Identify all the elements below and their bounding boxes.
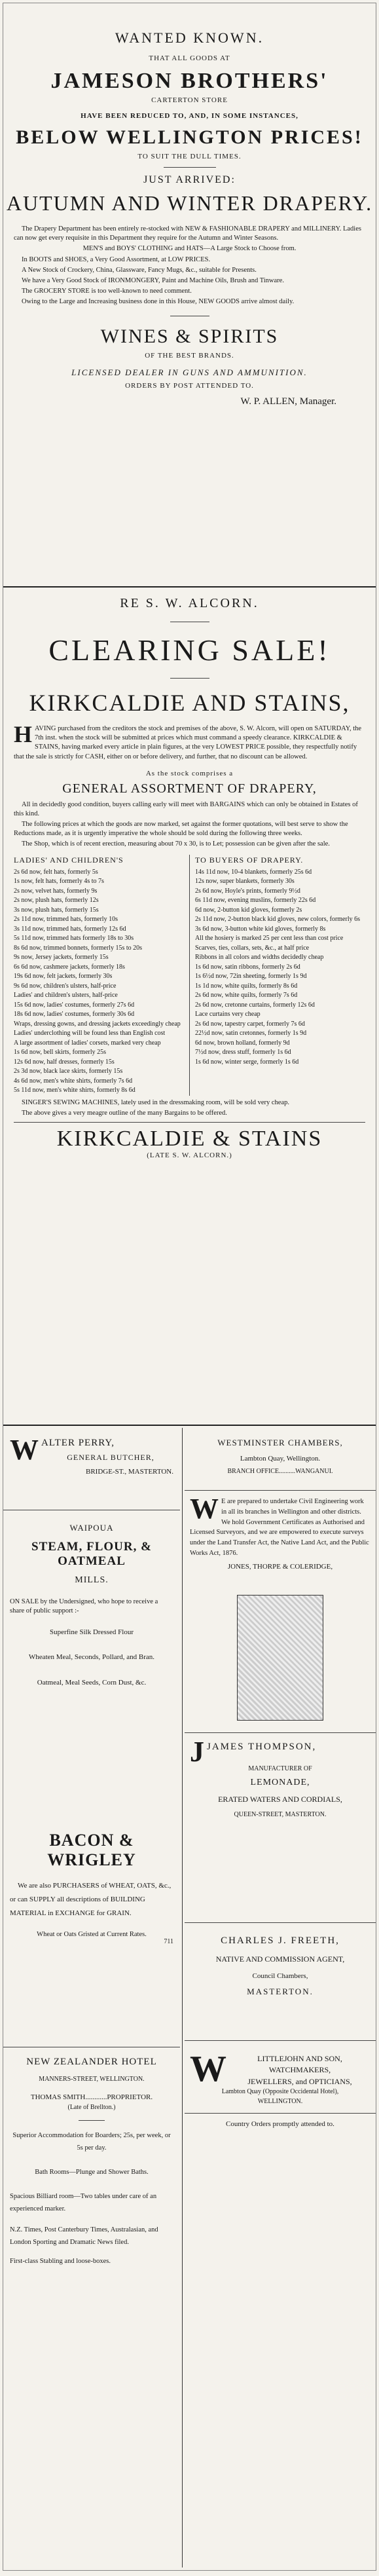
freeth-agent: NATIVE AND COMMISSION AGENT,: [215, 1954, 345, 1964]
price-item: 1s now, felt hats, formerly 4s to 7s: [14, 878, 104, 886]
price-item: Lace curtains very cheap: [195, 1011, 261, 1018]
perry-name: ALTER PERRY,: [41, 1438, 115, 1448]
perry-addr: BRIDGE-ST., MASTERTON.: [86, 1468, 173, 1476]
dropcap-w2: W: [190, 1493, 219, 1525]
dropcap-j: J: [190, 1736, 204, 1768]
bacon-num: 711: [164, 1937, 173, 1945]
price-item: 3s 11d now, trimmed hats, formerly 12s 6d: [14, 925, 126, 933]
price-item: All the hosiery is marked 25 per cent less than cost price: [195, 935, 344, 943]
singer-block: [3, 1098, 376, 1118]
clearing-sale: CLEARING SALE!: [48, 633, 331, 667]
all-in-good: All in decidedly good condition, buyers calling early will meet with BARGAINS which can only be obtained in Estates of this kind.: [14, 800, 358, 817]
price-item: 12s 6d now, half dresses, formerly 15s: [14, 1058, 115, 1066]
shop-to-let: The Shop, which is of recent erection, measuring about 70 x 30, is to Let; possession can be given after the sale.: [22, 840, 330, 848]
re-alcorn: RE S. W. ALCORN.: [120, 596, 259, 610]
littlejohn-line4: Lambton Quay (Opposite Occidental Hotel),: [221, 2088, 339, 2096]
littlejohn-ad: [185, 2049, 376, 2129]
price-item: Ribbons in all colors and widths decidedly cheap: [195, 954, 324, 961]
kirkcaldie-footer: KIRKCALDIE & STAINS: [56, 1127, 323, 1151]
thompson-aerated: ERATED WATERS AND CORDIALS,: [218, 1795, 342, 1804]
kirkcaldie-heading: KIRKCALDIE AND STAINS,: [29, 690, 350, 716]
licensed-dealer: LICENSED DEALER IN GUNS AND AMMUNITION.: [71, 367, 308, 378]
wanted-known-ad: [3, 29, 376, 407]
reduced-line: HAVE BEEN REDUCED TO, AND, IN SOME INSTANCES,: [81, 112, 298, 120]
waipoua-title: WAIPOUA: [69, 1523, 114, 1533]
price-item: 1s 6d now, bell skirts, formerly 25s: [14, 1049, 107, 1056]
drapery-heading: TO BUYERS OF DRAPERY.: [195, 855, 304, 865]
wanted-p5: We have a Very Good Stock of IRONMONGERY, Paint and Machine Oils, Brush and Tinware.: [22, 276, 284, 284]
perry-trade: GENERAL BUTCHER,: [67, 1453, 154, 1462]
price-item: 1s 6½d now, 72in sheeting, formerly 1s 9d: [195, 973, 307, 980]
nzhotel-billiard: Spacious Billiard room—Two tables under care of an experienced marker.: [10, 2192, 157, 2212]
waipoua-line1: STEAM, FLOUR, & OATMEAL: [31, 1540, 152, 1568]
price-item: 2s now, velvet hats, formerly 9s: [14, 887, 98, 895]
product-item: Wheaten Meal, Seconds, Pollard, and Bran.: [28, 1653, 155, 1662]
singer-sewing: SINGER'S SEWING MACHINES, lately used in the dressmaking room, will be sold very cheap.: [22, 1098, 290, 1106]
newspaper-page: [3, 3, 376, 2571]
price-item: 1s 1d now, white quilts, formerly 8s 6d: [195, 982, 298, 990]
price-columns: [3, 855, 376, 1096]
price-item: 3s now, plush hats, formerly 15s: [14, 906, 99, 914]
price-item: 2s 3d now, black lace skirts, formerly 15s: [14, 1068, 123, 1075]
below-wellington: BELOW WELLINGTON PRICES!: [16, 126, 363, 148]
littlejohn-line2: WATCHMAKERS,: [268, 2065, 331, 2075]
nzhotel-prop: THOMAS SMITH............PROPRIETOR.: [30, 2093, 153, 2101]
just-arrived: JUST ARRIVED:: [143, 174, 236, 185]
price-item: 6s 11d now, evening muslins, formerly 22s 6d: [195, 897, 316, 905]
price-item: 2s 6d now, white quilts, formerly 7s 6d: [195, 992, 298, 999]
westminster-branch: BRANCH OFFICE..........WANGANUI.: [227, 1468, 333, 1475]
price-item: 9s now, Jersey jackets, formerly 15s: [14, 954, 109, 961]
price-item: 15s 6d now, ladies' costumes, formerly 27s 6d: [14, 1001, 135, 1009]
alcorn-intro: [3, 721, 376, 762]
wanted-sub: THAT ALL GOODS AT: [149, 54, 230, 62]
price-item: 6d now, brown holland, formerly 9d: [195, 1039, 290, 1047]
nz-hotel-ad: [3, 2057, 180, 2268]
price-item: 2s 11d now, 2-button black kid gloves, new colors, formerly 6s: [195, 916, 360, 924]
wanted-p3: In BOOTS and SHOES, a Very Good Assortment, at LOW PRICES.: [22, 255, 211, 263]
jones-thorpe-ad: [185, 1493, 376, 1571]
price-item: 3s 6d now, 3-button white kid gloves, formerly 8s: [195, 925, 326, 933]
thompson-ad: [185, 1736, 376, 1818]
carterton-store: CARTERTON STORE: [151, 96, 228, 104]
dropcap-w: W: [10, 1434, 39, 1466]
westminster-addr: Lambton Quay, Wellington.: [240, 1455, 321, 1463]
as-stock: As the stock comprises a: [145, 769, 234, 777]
wines-sub: OF THE BEST BRANDS.: [145, 352, 234, 360]
aerated-water-machine-image: [237, 1595, 323, 1721]
price-item: 9s 6d now, children's ulsters, half-price: [14, 982, 117, 990]
price-item: 22½d now, satin cretonnes, formerly 1s 9d: [195, 1030, 307, 1037]
price-item: A large assortment of ladies' corsets, marked very cheap: [14, 1039, 161, 1047]
littlejohn-line1: LITTLEJOHN AND SON,: [257, 2054, 342, 2063]
price-item: 14s 11d now, 10-4 blankets, formerly 25s 6d: [195, 868, 312, 876]
price-item: 2s 6d now, cretonne curtains, formerly 12s 6d: [195, 1001, 315, 1009]
wanted-p2: MEN'S and BOYS' CLOTHING and HATS—A Large Stock to Choose from.: [82, 245, 297, 253]
price-item: 6s 6d now, cashmere jackets, formerly 18s: [14, 963, 125, 971]
alcorn-intro-text: AVING purchased from the creditors the stock and premises of the above, S. W. Alcorn, will open on SATURDAY, the 7th inst. when the stock will be submitted at prices which must command a speedy clearance. KIRKCALDIE & STAINS, having marked every article in plain figures, at the very LOWEST PRICE possible, they respectfully notify that the sale is strictly for CASH, either on or before delivery, and further, that no discount can be allowed.: [14, 725, 362, 760]
bacon-gristed: Wheat or Oats Gristed at Current Rates.: [37, 1930, 147, 1938]
price-item: 5s 11d now, trimmed hats formerly 18s to 30s: [14, 935, 134, 943]
price-item: 5s 11d now, men's white shirts, formerly 8s 6d: [14, 1087, 135, 1094]
price-item: 2s 6d now, tapestry carpet, formerly 7s 6d: [195, 1020, 305, 1028]
general-assortment: GENERAL ASSORTMENT OF DRAPERY,: [62, 781, 317, 796]
price-item: 6d now, 2-button kid gloves, formerly 2s: [195, 906, 302, 914]
waipoua-products: [3, 1624, 180, 1690]
wanted-p4: A New Stock of Crockery, China, Glassware, Fancy Mugs, &c., suitable for Presents.: [22, 266, 257, 274]
machine-illustration: [185, 1595, 376, 1724]
walter-perry-ad: [3, 1434, 180, 1476]
price-item: 12s now, super blankets, formerly 30s: [195, 878, 295, 886]
price-item: Ladies' underclothing will be found less than English cost: [14, 1030, 166, 1037]
jones-firm: JONES, THORPE & COLERIDGE,: [227, 1562, 333, 1571]
freeth-ad: [185, 1935, 376, 1997]
nzhotel-addr: MANNERS-STREET, WELLINGTON.: [39, 2076, 145, 2083]
orders-by-post: ORDERS BY POST ATTENDED TO.: [125, 382, 254, 390]
price-item: 2s 6d now, felt hats, formerly 5s: [14, 868, 98, 876]
price-item: 18s 6d now, ladies' costumes, formerly 30s 6d: [14, 1011, 135, 1018]
littlejohn-line3: JEWELLERS, and OPTICIANS,: [247, 2076, 352, 2086]
bacon-text: We are also PURCHASERS of WHEAT, OATS, &c., or can SUPPLY all descriptions of BUILDING MATERIAL in EXCHANGE for GRAIN.: [10, 1882, 171, 1917]
nzhotel-late: (Late of Brellton.): [67, 2104, 116, 2111]
waipoua-mills-ad: [3, 1523, 180, 1690]
westminster-ad: [185, 1438, 376, 1475]
autumn-winter-drapery: AUTUMN AND WINTER DRAPERY.: [6, 191, 373, 215]
ladies-items: [14, 868, 184, 1096]
nzhotel-bath: Bath Rooms—Plunge and Shower Baths.: [35, 2168, 149, 2176]
jameson-firm: JAMESON BROTHERS': [50, 69, 329, 93]
suit-dull-times: TO SUIT THE DULL TIMES.: [137, 153, 242, 160]
wanted-p1: The Drapery Department has been entirely re-stocked with NEW & FASHIONABLE DRAPERY and MILLINERY. Ladies can now get every requisite in this Department they require for the Autumn and Winter Seasons.: [14, 225, 361, 242]
ladies-heading: LADIES' AND CHILDREN'S: [14, 855, 124, 865]
nzhotel-accom: Superior Accommodation for Boarders; 25s, per week, or 5s per day.: [12, 2132, 171, 2152]
price-item: Wraps, dressing gowns, and dressing jackets exceedingly cheap: [14, 1020, 181, 1028]
thompson-lemonade: LEMONADE,: [250, 1778, 310, 1787]
wanted-title: WANTED KNOWN.: [115, 29, 264, 46]
wanted-p7: Owing to the Large and Increasing business done in this House, NEW GOODS arrive almost daily.: [22, 298, 295, 306]
wines-spirits: WINES & SPIRITS: [100, 326, 279, 348]
price-item: 2s now, plush hats, formerly 12s: [14, 897, 99, 905]
price-item: 8s 6d now, trimmed bonnets, formerly 15s to 20s: [14, 944, 143, 952]
following-prices: The following prices at which the goods are now marked, set against the former quotations, will best serve to show the Reductions made, as it is urgently imperative the whole should be sold during the following three weeks.: [14, 821, 348, 838]
drapery-column: [190, 855, 365, 1096]
bacon-wrigley-ad: [3, 1831, 180, 1945]
product-item: Oatmeal, Meal Seeds, Corn Dust, &c.: [37, 1678, 147, 1687]
waipoua-mills: MILLS.: [75, 1575, 109, 1585]
price-item: 2s 6d now, Hoyle's prints, formerly 9½d: [195, 887, 300, 895]
price-item: 4s 6d now, men's white shirts, formerly 7s 6d: [14, 1077, 133, 1085]
meagre-outline: The above gives a very meagre outline of the many Bargains to be offered.: [22, 1109, 227, 1117]
price-item: Ladies' and children's ulsters, half-price: [14, 992, 118, 999]
price-item: 1s 6d now, winter serge, formerly 1s 6d: [195, 1058, 299, 1066]
ladies-column: [14, 855, 190, 1096]
price-item: 2s 11d now, trimmed hats, formerly 10s: [14, 916, 118, 924]
wanted-p6: The GROCERY STORE is too well-known to need comment.: [22, 288, 192, 295]
late-alcorn: (LATE S. W. ALCORN.): [147, 1151, 232, 1160]
freeth-council: Council Chambers,: [252, 1972, 308, 1980]
alcorn-body: [3, 800, 376, 849]
wanted-body: [3, 225, 376, 307]
price-item: 7½d now, dress stuff, formerly 1s 6d: [195, 1049, 291, 1056]
nzhotel-title: NEW ZEALANDER HOTEL: [26, 2057, 157, 2067]
littlejohn-country: Country Orders promptly attended to.: [226, 2120, 334, 2129]
manager-signature: W. P. ALLEN, Manager.: [240, 396, 336, 407]
price-item: 1s 6d now, satin ribbons, formerly 2s 6d: [195, 963, 300, 971]
alcorn-clearing-sale-ad: [3, 596, 376, 1159]
nzhotel-stabling: First-class Stabling and loose-boxes.: [10, 2258, 111, 2266]
thompson-addr: QUEEN-STREET, MASTERTON.: [234, 1811, 327, 1818]
freeth-name: CHARLES J. FREETH,: [221, 1935, 340, 1946]
dropcap-w3: W: [190, 2049, 226, 2089]
dropcap-h: H: [14, 721, 33, 747]
price-item: 19s 6d now, felt jackets, formerly 30s: [14, 973, 113, 980]
freeth-town: MASTERTON.: [247, 1987, 314, 1996]
westminster-title: WESTMINSTER CHAMBERS,: [217, 1438, 343, 1447]
littlejohn-line5: WELLINGTON.: [257, 2097, 303, 2105]
nzhotel-body: [3, 2130, 180, 2268]
jones-text: E are prepared to undertake Civil Engineering work in all its branches in Wellington and other districts. We hold Government Certificates as Authorised and Licensed Surveyors, and we are empowered to execute surveys under the Land Transfer Act, the Native Land Act, and the Public Works Act, 1876.: [190, 1498, 369, 1557]
bacon-title: BACON & WRIGLEY: [47, 1831, 136, 1869]
nzhotel-papers: N.Z. Times, Post Canterbury Times, Australasian, and London Sporting and Dramatic News filed.: [10, 2226, 158, 2247]
waipoua-onsale: ON SALE by the Undersigned, who hope to receive a share of public support :-: [10, 1598, 158, 1615]
product-item: Superfine Silk Dressed Flour: [49, 1628, 134, 1637]
price-item: Scarves, ties, collars, sets, &c., at half price: [195, 944, 310, 952]
drapery-items: [195, 868, 365, 1068]
thompson-name: JAMES THOMPSON,: [207, 1742, 317, 1752]
thompson-mfr: MANUFACTURER OF: [248, 1765, 312, 1772]
